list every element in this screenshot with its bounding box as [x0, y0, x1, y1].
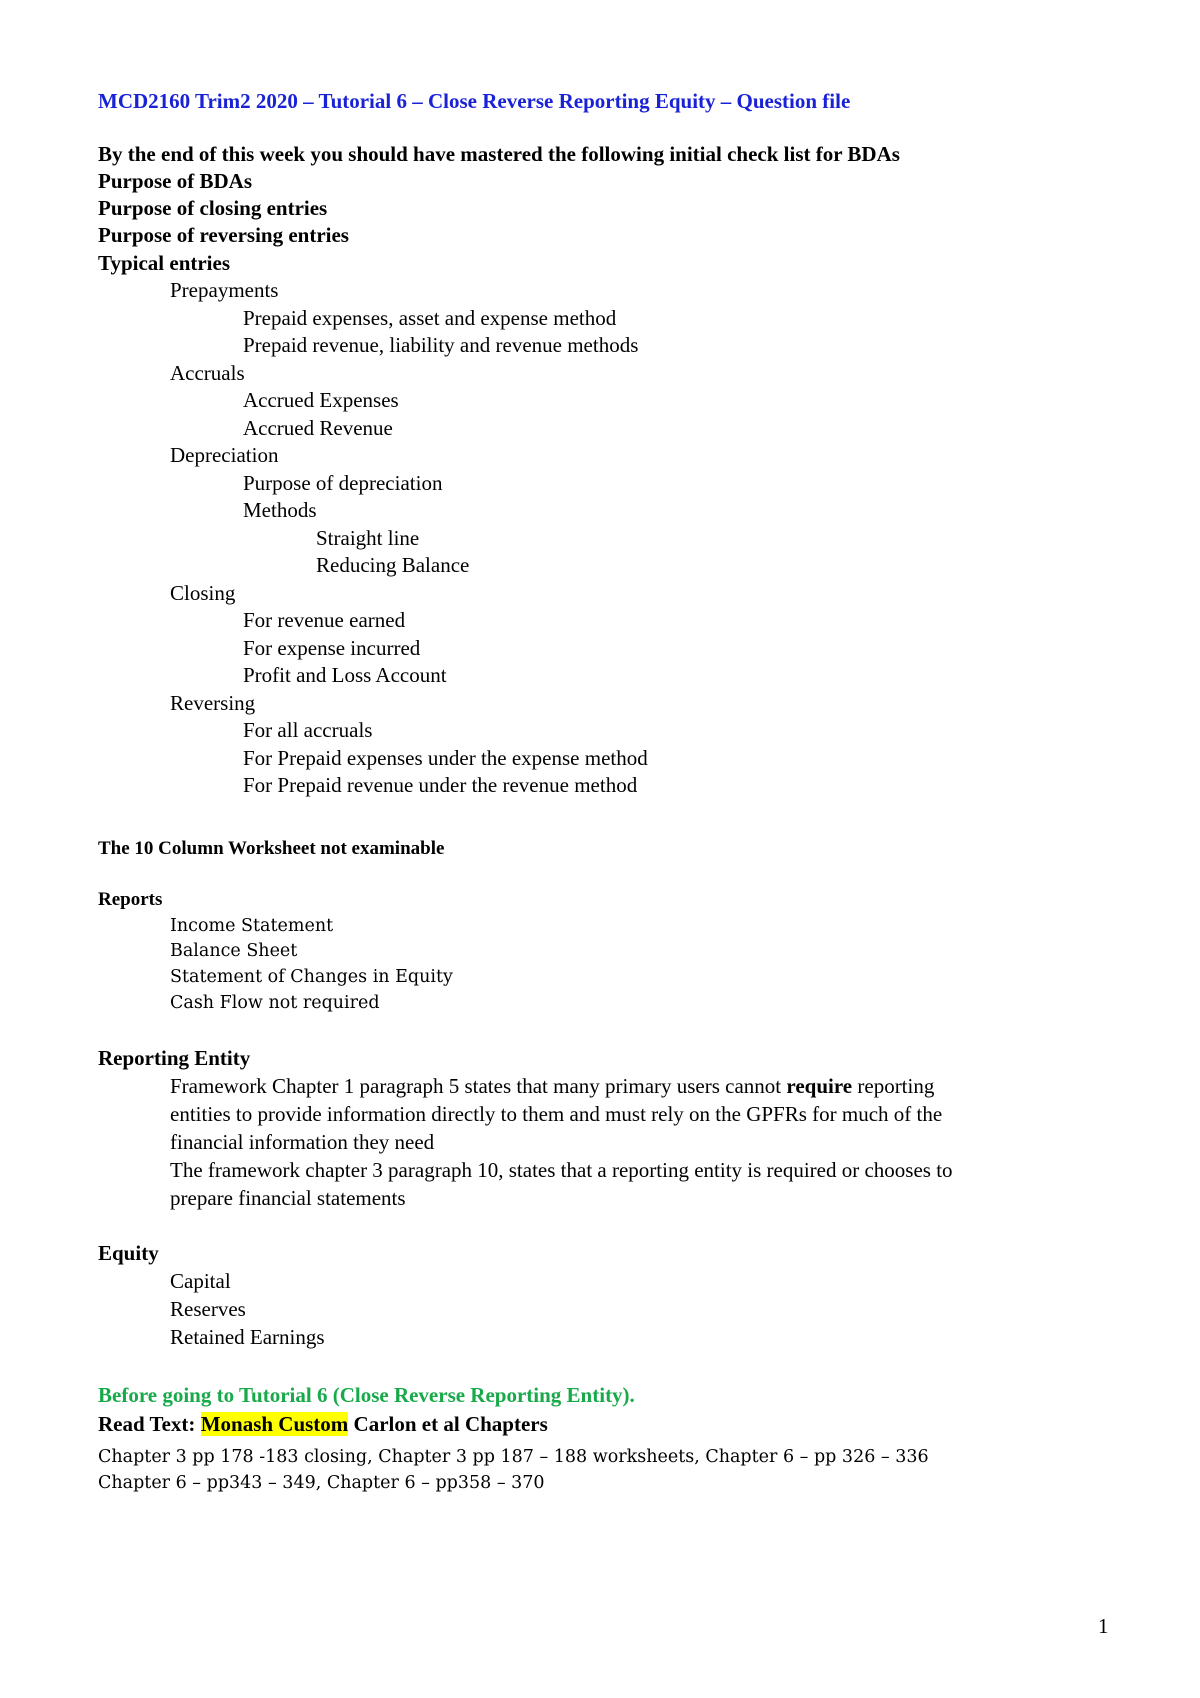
- checklist-purpose-closing: Purpose of closing entries: [98, 196, 328, 220]
- reading-chapters-line-1: Chapter 3 pp 178 -183 closing, Chapter 3 pp 187 – 188 worksheets, Chapter 6 – pp 326 – 336: [98, 1447, 929, 1467]
- reporting-entity-paragraph-1-line-2: entities to provide information directly to them and must rely on the GPFRs for much of the: [170, 1102, 943, 1126]
- accruals-item: Accrued Expenses: [243, 388, 399, 412]
- accruals-item: Accrued Revenue: [243, 416, 393, 440]
- worksheet-note: The 10 Column Worksheet not examinable: [98, 838, 445, 859]
- checklist-purpose-bdas: Purpose of BDAs: [98, 169, 253, 193]
- depreciation-methods-label: Methods: [243, 498, 317, 522]
- reports-heading: Reports: [98, 889, 163, 910]
- prepayments-label: Prepayments: [170, 278, 279, 302]
- closing-label: Closing: [170, 581, 236, 605]
- prepayments-item: Prepaid revenue, liability and revenue methods: [243, 333, 639, 357]
- reports-item: Statement of Changes in Equity: [170, 967, 453, 987]
- closing-item: For expense incurred: [243, 636, 421, 660]
- closing-item: Profit and Loss Account: [243, 663, 447, 687]
- before-tutorial-heading: Before going to Tutorial 6 (Close Reverse Reporting Entity).: [98, 1383, 635, 1407]
- checklist-intro: By the end of this week you should have mastered the following initial check list for BDAs: [98, 142, 900, 166]
- depreciation-method: Straight line: [316, 526, 420, 550]
- reports-item: Income Statement: [170, 916, 334, 936]
- prepayments-item: Prepaid expenses, asset and expense method: [243, 306, 617, 330]
- reversing-label: Reversing: [170, 691, 256, 715]
- page-number: 1: [1098, 1614, 1109, 1638]
- depreciation-label: Depreciation: [170, 443, 279, 467]
- reversing-item: For all accruals: [243, 718, 373, 742]
- equity-item: Retained Earnings: [170, 1325, 325, 1349]
- reading-chapters-line-2: Chapter 6 – pp343 – 349, Chapter 6 – pp358 – 370: [98, 1473, 545, 1493]
- equity-item: Reserves: [170, 1297, 246, 1321]
- reports-item: Cash Flow not required: [170, 993, 380, 1013]
- reporting-entity-paragraph-1-line-3: financial information they need: [170, 1130, 435, 1154]
- equity-item: Capital: [170, 1269, 231, 1293]
- equity-heading: Equity: [98, 1241, 159, 1265]
- depreciation-purpose: Purpose of depreciation: [243, 471, 443, 495]
- reporting-entity-heading: Reporting Entity: [98, 1046, 251, 1070]
- monash-custom-highlight: Monash Custom: [200, 1412, 349, 1436]
- document-title: MCD2160 Trim2 2020 – Tutorial 6 – Close Reverse Reporting Equity – Question file: [98, 89, 851, 113]
- reporting-entity-paragraph-1: Framework Chapter 1 paragraph 5 states that many primary users cannot require reporting: [170, 1074, 935, 1098]
- checklist-purpose-reversing: Purpose of reversing entries: [98, 223, 349, 247]
- reversing-item: For Prepaid expenses under the expense method: [243, 746, 648, 770]
- accruals-label: Accruals: [170, 361, 245, 385]
- closing-item: For revenue earned: [243, 608, 406, 632]
- depreciation-method: Reducing Balance: [316, 553, 470, 577]
- reports-item: Balance Sheet: [170, 941, 298, 961]
- reporting-entity-paragraph-2: The framework chapter 3 paragraph 10, states that a reporting entity is required or chooses to: [170, 1158, 953, 1182]
- reversing-item: For Prepaid revenue under the revenue method: [243, 773, 638, 797]
- checklist-typical-entries: Typical entries: [98, 251, 231, 275]
- reporting-entity-paragraph-2-line-2: prepare financial statements: [170, 1186, 406, 1210]
- read-text-line: Read Text: Monash Custom Carlon et al Chapters: [98, 1412, 548, 1436]
- require-emphasis: require: [786, 1074, 853, 1098]
